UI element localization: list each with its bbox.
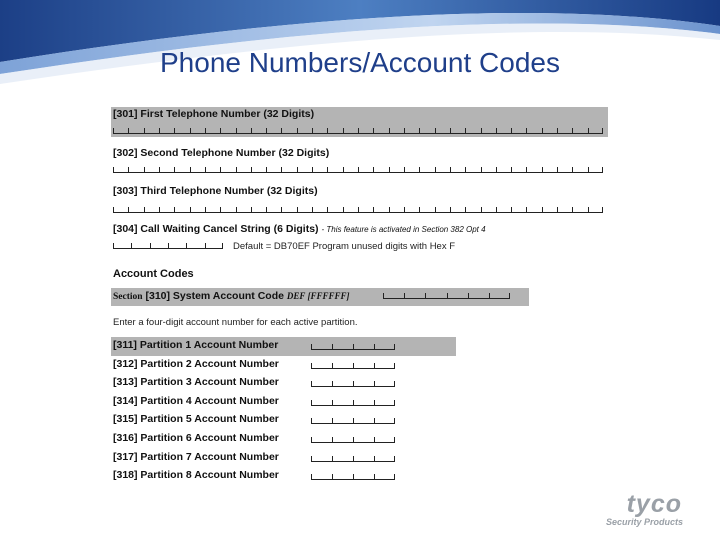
digit-tick [332, 381, 333, 386]
digit-tick [496, 207, 497, 212]
digit-tick [526, 167, 527, 172]
digit-tick [190, 167, 191, 172]
digit-tick [266, 128, 267, 133]
digit-tick [113, 167, 114, 172]
digit-tick [150, 243, 151, 248]
digit-tick [481, 167, 482, 172]
partition-3-label: [313] Partition 3 Account Number [113, 376, 279, 389]
digit-tick [343, 167, 344, 172]
digit-tick [353, 418, 354, 423]
digit-tick [435, 128, 436, 133]
digit-tick [159, 167, 160, 172]
digit-tick [588, 207, 589, 212]
digit-tick [450, 167, 451, 172]
digit-tick [113, 207, 114, 212]
digit-tick [557, 128, 558, 133]
digit-tick [419, 167, 420, 172]
digit-tick [144, 128, 145, 133]
digit-tick [526, 207, 527, 212]
section-304-label [113, 223, 486, 235]
digit-tick [602, 207, 603, 212]
digit-tick [144, 167, 145, 172]
digit-tick [526, 128, 527, 133]
digit-tick [394, 344, 395, 349]
digit-tick [220, 128, 221, 133]
digit-tick [542, 128, 543, 133]
digit-tick [220, 207, 221, 212]
digit-tick [489, 293, 490, 298]
digit-tick [602, 128, 603, 133]
digit-tick [588, 167, 589, 172]
digit-tick [374, 456, 375, 461]
section-303-label: [303] Third Telephone Number (32 Digits) [113, 185, 318, 197]
digit-tick [435, 167, 436, 172]
digit-tick [394, 363, 395, 368]
digit-tick [186, 243, 187, 248]
digit-tick [159, 207, 160, 212]
tyco-tagline: Security Products [605, 517, 683, 527]
digit-tick [358, 128, 359, 133]
digit-tick [190, 207, 191, 212]
digit-tick [281, 128, 282, 133]
digit-tick [311, 344, 312, 349]
digit-tick [251, 167, 252, 172]
digit-tick [311, 437, 312, 442]
digit-tick [389, 167, 390, 172]
digit-tick [511, 128, 512, 133]
digit-tick [311, 474, 312, 479]
digit-tick [159, 128, 160, 133]
partition-1-entry[interactable] [311, 343, 395, 350]
partition-2-entry[interactable] [311, 362, 395, 369]
digit-entry-310[interactable] [383, 292, 510, 299]
digit-tick [205, 243, 206, 248]
digit-tick [481, 128, 482, 133]
digit-tick [332, 437, 333, 442]
digit-tick [205, 167, 206, 172]
partition-8-entry[interactable] [311, 473, 395, 480]
digit-tick [557, 167, 558, 172]
digit-tick [332, 456, 333, 461]
digit-tick [353, 474, 354, 479]
digit-tick [128, 207, 129, 212]
digit-tick [481, 207, 482, 212]
digit-tick [353, 381, 354, 386]
digit-tick [113, 128, 114, 133]
digit-tick [332, 418, 333, 423]
digit-tick [374, 418, 375, 423]
digit-tick [327, 167, 328, 172]
section-310-default: DEF [FFFFFF] [286, 291, 350, 301]
digit-tick [542, 207, 543, 212]
digit-tick [113, 243, 114, 248]
digit-tick [572, 167, 573, 172]
digit-tick [450, 128, 451, 133]
digit-tick [327, 128, 328, 133]
digit-tick [190, 128, 191, 133]
digit-tick [358, 167, 359, 172]
digit-tick [425, 293, 426, 298]
digit-tick [496, 128, 497, 133]
digit-tick [327, 207, 328, 212]
digit-tick [373, 128, 374, 133]
digit-tick [174, 128, 175, 133]
digit-tick [343, 207, 344, 212]
digit-tick [404, 128, 405, 133]
digit-entry-302[interactable] [113, 166, 603, 173]
section-304-default: Default = DB70EF Program unused digits with Hex F [233, 241, 456, 252]
digit-tick [128, 167, 129, 172]
section-310-title: [310] System Account Code [145, 290, 284, 302]
digit-tick [419, 207, 420, 212]
digit-tick [404, 207, 405, 212]
digit-tick [281, 167, 282, 172]
digit-tick [394, 437, 395, 442]
digit-tick [394, 474, 395, 479]
digit-tick [311, 381, 312, 386]
digit-tick [374, 363, 375, 368]
tyco-logo: tyco [626, 490, 682, 518]
digit-tick [373, 167, 374, 172]
partition-1-label: [311] Partition 1 Account Number [113, 339, 279, 351]
digit-tick [419, 128, 420, 133]
digit-tick [557, 207, 558, 212]
digit-tick [236, 128, 237, 133]
digit-tick [404, 293, 405, 298]
digit-tick [281, 207, 282, 212]
digit-tick [447, 293, 448, 298]
digit-entry-303[interactable] [113, 206, 603, 213]
digit-tick [465, 128, 466, 133]
digit-tick [588, 128, 589, 133]
digit-tick [389, 128, 390, 133]
digit-tick [353, 363, 354, 368]
digit-tick [394, 400, 395, 405]
digit-tick [468, 293, 469, 298]
digit-tick [144, 207, 145, 212]
digit-tick [205, 128, 206, 133]
digit-tick [394, 381, 395, 386]
partition-4-label: [314] Partition 4 Account Number [113, 394, 279, 407]
digit-tick [131, 243, 132, 248]
section-304-note: - This feature is activated in Section 382 Opt 4 [321, 225, 486, 234]
digit-tick [450, 207, 451, 212]
digit-tick [435, 207, 436, 212]
digit-tick [312, 128, 313, 133]
partition-5-entry[interactable] [311, 417, 395, 424]
digit-tick [373, 207, 374, 212]
account-codes-heading: Account Codes [113, 268, 194, 280]
digit-tick [236, 167, 237, 172]
digit-tick [394, 456, 395, 461]
digit-tick [353, 344, 354, 349]
partition-7-label: [317] Partition 7 Account Number [113, 450, 279, 463]
partition-8-label: [318] Partition 8 Account Number [113, 469, 279, 482]
digit-tick [374, 474, 375, 479]
digit-tick [389, 207, 390, 212]
digit-tick [511, 167, 512, 172]
digit-tick [374, 381, 375, 386]
digit-tick [394, 418, 395, 423]
digit-tick [220, 167, 221, 172]
digit-tick [353, 456, 354, 461]
section-301-label: [301] First Telephone Number (32 Digits) [113, 108, 315, 120]
partition-2-label: [312] Partition 2 Account Number [113, 357, 279, 370]
digit-tick [374, 400, 375, 405]
section-304-title: [304] Call Waiting Cancel String (6 Digits) [113, 223, 319, 235]
digit-tick [311, 363, 312, 368]
digit-entry-301[interactable] [113, 127, 603, 134]
digit-tick [332, 363, 333, 368]
digit-tick [312, 207, 313, 212]
digit-tick [542, 167, 543, 172]
digit-tick [297, 167, 298, 172]
digit-tick [353, 400, 354, 405]
digit-tick [353, 437, 354, 442]
page-title: Phone Numbers/Account Codes [160, 47, 560, 78]
digit-tick [168, 243, 169, 248]
digit-tick [343, 128, 344, 133]
partition-5-label: [315] Partition 5 Account Number [113, 413, 279, 426]
account-instruction: Enter a four-digit account number for each active partition. [113, 317, 358, 328]
digit-tick [465, 167, 466, 172]
digit-tick [174, 167, 175, 172]
digit-tick [465, 207, 466, 212]
section-310-label [113, 290, 350, 302]
digit-tick [404, 167, 405, 172]
partition-3-entry[interactable] [311, 380, 395, 387]
digit-tick [266, 207, 267, 212]
digit-tick [311, 400, 312, 405]
digit-tick [383, 293, 384, 298]
digit-tick [332, 344, 333, 349]
partition-6-entry[interactable] [311, 436, 395, 443]
digit-tick [312, 167, 313, 172]
digit-tick [266, 167, 267, 172]
digit-tick [297, 128, 298, 133]
digit-tick [602, 167, 603, 172]
partition-6-label: [316] Partition 6 Account Number [113, 432, 279, 444]
digit-tick [311, 456, 312, 461]
digit-tick [128, 128, 129, 133]
digit-tick [374, 344, 375, 349]
digit-tick [332, 400, 333, 405]
digit-tick [311, 418, 312, 423]
digit-tick [251, 207, 252, 212]
digit-tick [496, 167, 497, 172]
digit-tick [374, 437, 375, 442]
digit-tick [205, 207, 206, 212]
digit-entry-304[interactable] [113, 242, 223, 249]
digit-tick [572, 128, 573, 133]
digit-tick [509, 293, 510, 298]
digit-tick [174, 207, 175, 212]
digit-tick [332, 474, 333, 479]
partition-7-entry[interactable] [311, 455, 395, 462]
digit-tick [572, 207, 573, 212]
digit-tick [297, 207, 298, 212]
digit-tick [358, 207, 359, 212]
partition-4-entry[interactable] [311, 399, 395, 406]
digit-tick [511, 207, 512, 212]
digit-tick [236, 207, 237, 212]
section-302-label: [302] Second Telephone Number (32 Digits) [113, 147, 330, 159]
section-word: Section [113, 292, 143, 302]
digit-tick [222, 243, 223, 248]
digit-tick [251, 128, 252, 133]
